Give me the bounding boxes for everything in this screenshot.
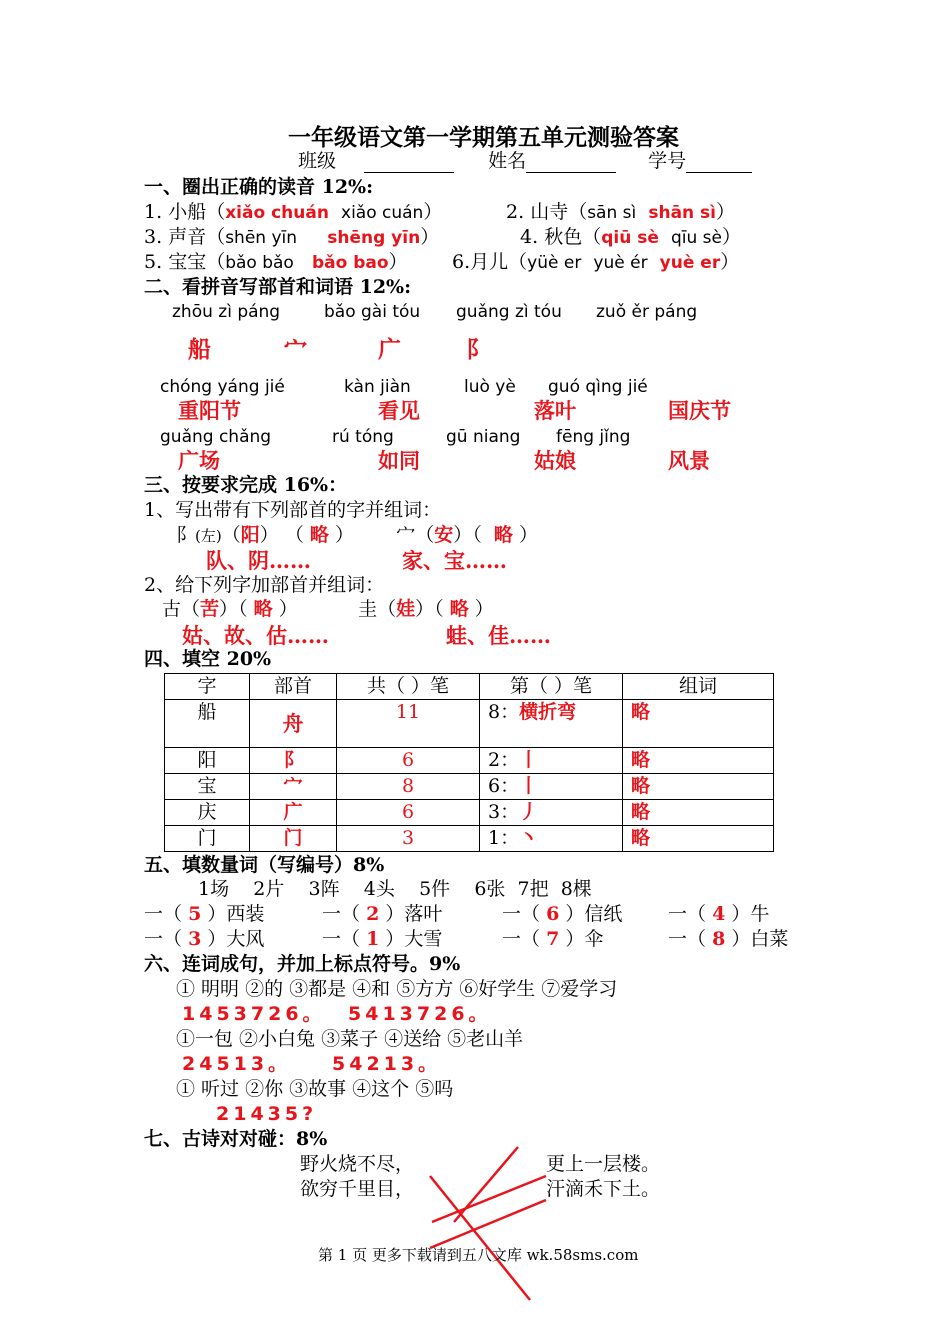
s2-row2-pinyin-4: guó qìng jié <box>548 377 648 397</box>
id-label: 学号 <box>648 150 687 172</box>
s2-row1-pinyin-2: bǎo gài tóu <box>324 302 421 322</box>
s1-item-6: 6.月儿（yüè er yuè ér yuè er） <box>452 251 740 273</box>
section-4-heading: 四、填空 20% <box>144 648 272 670</box>
s6-question-3: ① 听过 ②你 ③故事 ④这个 ⑤吗 <box>176 1078 454 1100</box>
s6-answer-2b: 54213。 <box>332 1053 442 1075</box>
s3-q2-words-1: 姑、故、估…… <box>182 623 329 648</box>
s2-row3-answer-2: 如同 <box>378 448 420 473</box>
section-3-heading: 三、按要求完成 16%： <box>144 474 348 496</box>
s2-row3-answer-1: 广场 <box>178 448 220 473</box>
s2-row3-pinyin-3: gū niang <box>446 427 521 447</box>
s5-row-2-a: 一（ 3 ）大风 <box>144 928 265 950</box>
match-line-1 <box>430 1176 530 1300</box>
poem-left-2: 欲穷千里目， <box>300 1178 415 1200</box>
poem-right-2: 汗滴禾下土。 <box>546 1178 661 1200</box>
s2-row3-pinyin-2: rú tóng <box>332 427 394 447</box>
s2-row1-pinyin-3: guǎng zì tóu <box>456 302 562 322</box>
s5-row-2-b: 一（ 1 ）大雪 <box>322 928 443 950</box>
s5-row-2-d: 一（ 8 ）白菜 <box>668 928 789 950</box>
s2-row3-pinyin-4: fēng jǐng <box>556 427 631 447</box>
s1-item-2: 2. 山寺（sān sì shān sì） <box>506 201 736 223</box>
table-row: 船 舟 11 8：横折弯 略 <box>165 700 774 748</box>
s2-row1-answer-2: 宀 <box>284 336 307 363</box>
s2-row3-answer-4: 风景 <box>668 448 710 473</box>
section-5-heading: 五、填数量词（写编号）8% <box>144 854 385 876</box>
s1-item-1: 1. 小船（xiǎo chuán xiǎo cuán） <box>144 201 443 223</box>
match-line-4 <box>454 1147 518 1222</box>
table-row: 庆 广 6 3：丿 略 <box>165 800 774 826</box>
s5-row-1-b: 一（ 2 ）落叶 <box>322 903 443 925</box>
s1-item-5: 5. 宝宝（bǎo bǎo bǎo bao） <box>144 251 408 273</box>
s2-row2-pinyin-2: kàn jiàn <box>344 377 411 397</box>
page-title: 一年级语文第一学期第五单元测验答案 <box>288 124 679 151</box>
s2-row2-pinyin-3: luò yè <box>464 377 516 397</box>
s3-q1-words-2: 家、宝…… <box>402 548 507 573</box>
s3-question-1: 1、写出带有下列部首的字并组词： <box>144 499 442 521</box>
s5-row-1-d: 一（ 4 ）牛 <box>668 903 770 925</box>
s2-row2-answer-4: 国庆节 <box>668 398 731 423</box>
table-header-row: 字 部首 共（ ）笔 第（ ）笔 组词 <box>165 674 774 700</box>
s3-question-2: 2、给下列字加部首并组词： <box>144 574 385 596</box>
s2-row1-answer-4: 阝 <box>466 336 489 363</box>
poem-left-1: 野火烧不尽， <box>300 1153 415 1175</box>
s2-row3-answer-3: 姑娘 <box>534 448 576 473</box>
s5-row-1-a: 一（ 5 ）西装 <box>144 903 265 925</box>
s1-item-3: 3. 声音（shēn yīn shēng yīn） <box>144 226 440 248</box>
s2-row2-pinyin-1: chóng yáng jié <box>160 377 285 397</box>
s1-item-4: 4. 秋色（qiū sè qīu sè） <box>520 226 741 248</box>
s3-q2-line: 古（苦）（ 略 ） 圭（娃）（ 略 ） <box>162 598 494 620</box>
s2-row3-pinyin-1: guǎng chǎng <box>160 427 272 447</box>
s2-row2-answer-3: 落叶 <box>534 398 576 423</box>
s6-answer-3: 21435? <box>216 1103 318 1125</box>
s2-row2-answer-2: 看见 <box>378 398 420 423</box>
s2-row1-pinyin-1: zhōu zì páng <box>172 302 281 322</box>
s2-row1-pinyin-4: zuǒ ěr páng <box>596 302 698 322</box>
section-6-heading: 六、连词成句，并加上标点符号。9% <box>144 953 461 975</box>
table-row: 阳 阝 6 2：丨 略 <box>165 748 774 774</box>
section-7-heading: 七、古诗对对碰：8% <box>144 1128 328 1150</box>
s3-q1-line: 阝(左)（阳） （ 略 ） 宀（安）（ 略 ） <box>176 524 538 546</box>
section-1-heading: 一、圈出正确的读音 12%: <box>144 176 374 198</box>
class-label: 班级 <box>298 150 337 172</box>
s5-options: 1场 2片 3阵 4头 5件 6张 7把 8棵 <box>198 878 592 900</box>
s3-q2-words-2: 蛙、佳…… <box>446 623 551 648</box>
s6-answer-1b: 5413726。 <box>348 1003 492 1025</box>
section-2-heading: 二、看拼音写部首和词语 12%: <box>144 276 412 298</box>
s5-row-1-c: 一（ 6 ）信纸 <box>502 903 623 925</box>
s6-question-1: ① 明明 ②的 ③都是 ④和 ⑤方方 ⑥好学生 ⑦爱学习 <box>176 978 618 1000</box>
match-line-3 <box>430 1200 546 1248</box>
table-row: 门 门 3 1：丶 略 <box>165 826 774 852</box>
s3-q1-words-1: 队、阴…… <box>206 548 311 573</box>
name-label: 姓名 <box>488 150 527 172</box>
page-footer: 第 1 页 更多下载请到五八文库 wk.58sms.com <box>318 1246 639 1264</box>
s2-row1-answer-1: 船 <box>188 336 211 363</box>
s6-answer-2a: 24513。 <box>182 1053 292 1075</box>
s5-row-2-c: 一（ 7 ）伞 <box>502 928 604 950</box>
table-row: 宝 宀 8 6：丨 略 <box>165 774 774 800</box>
s6-answer-1a: 1453726。 <box>182 1003 326 1025</box>
s6-question-2: ①一包 ②小白兔 ③菜子 ④送给 ⑤老山羊 <box>176 1028 524 1050</box>
s2-row2-answer-1: 重阳节 <box>178 398 241 423</box>
s2-row1-answer-3: 广 <box>378 336 401 363</box>
poem-right-1: 更上一层楼。 <box>546 1153 661 1175</box>
